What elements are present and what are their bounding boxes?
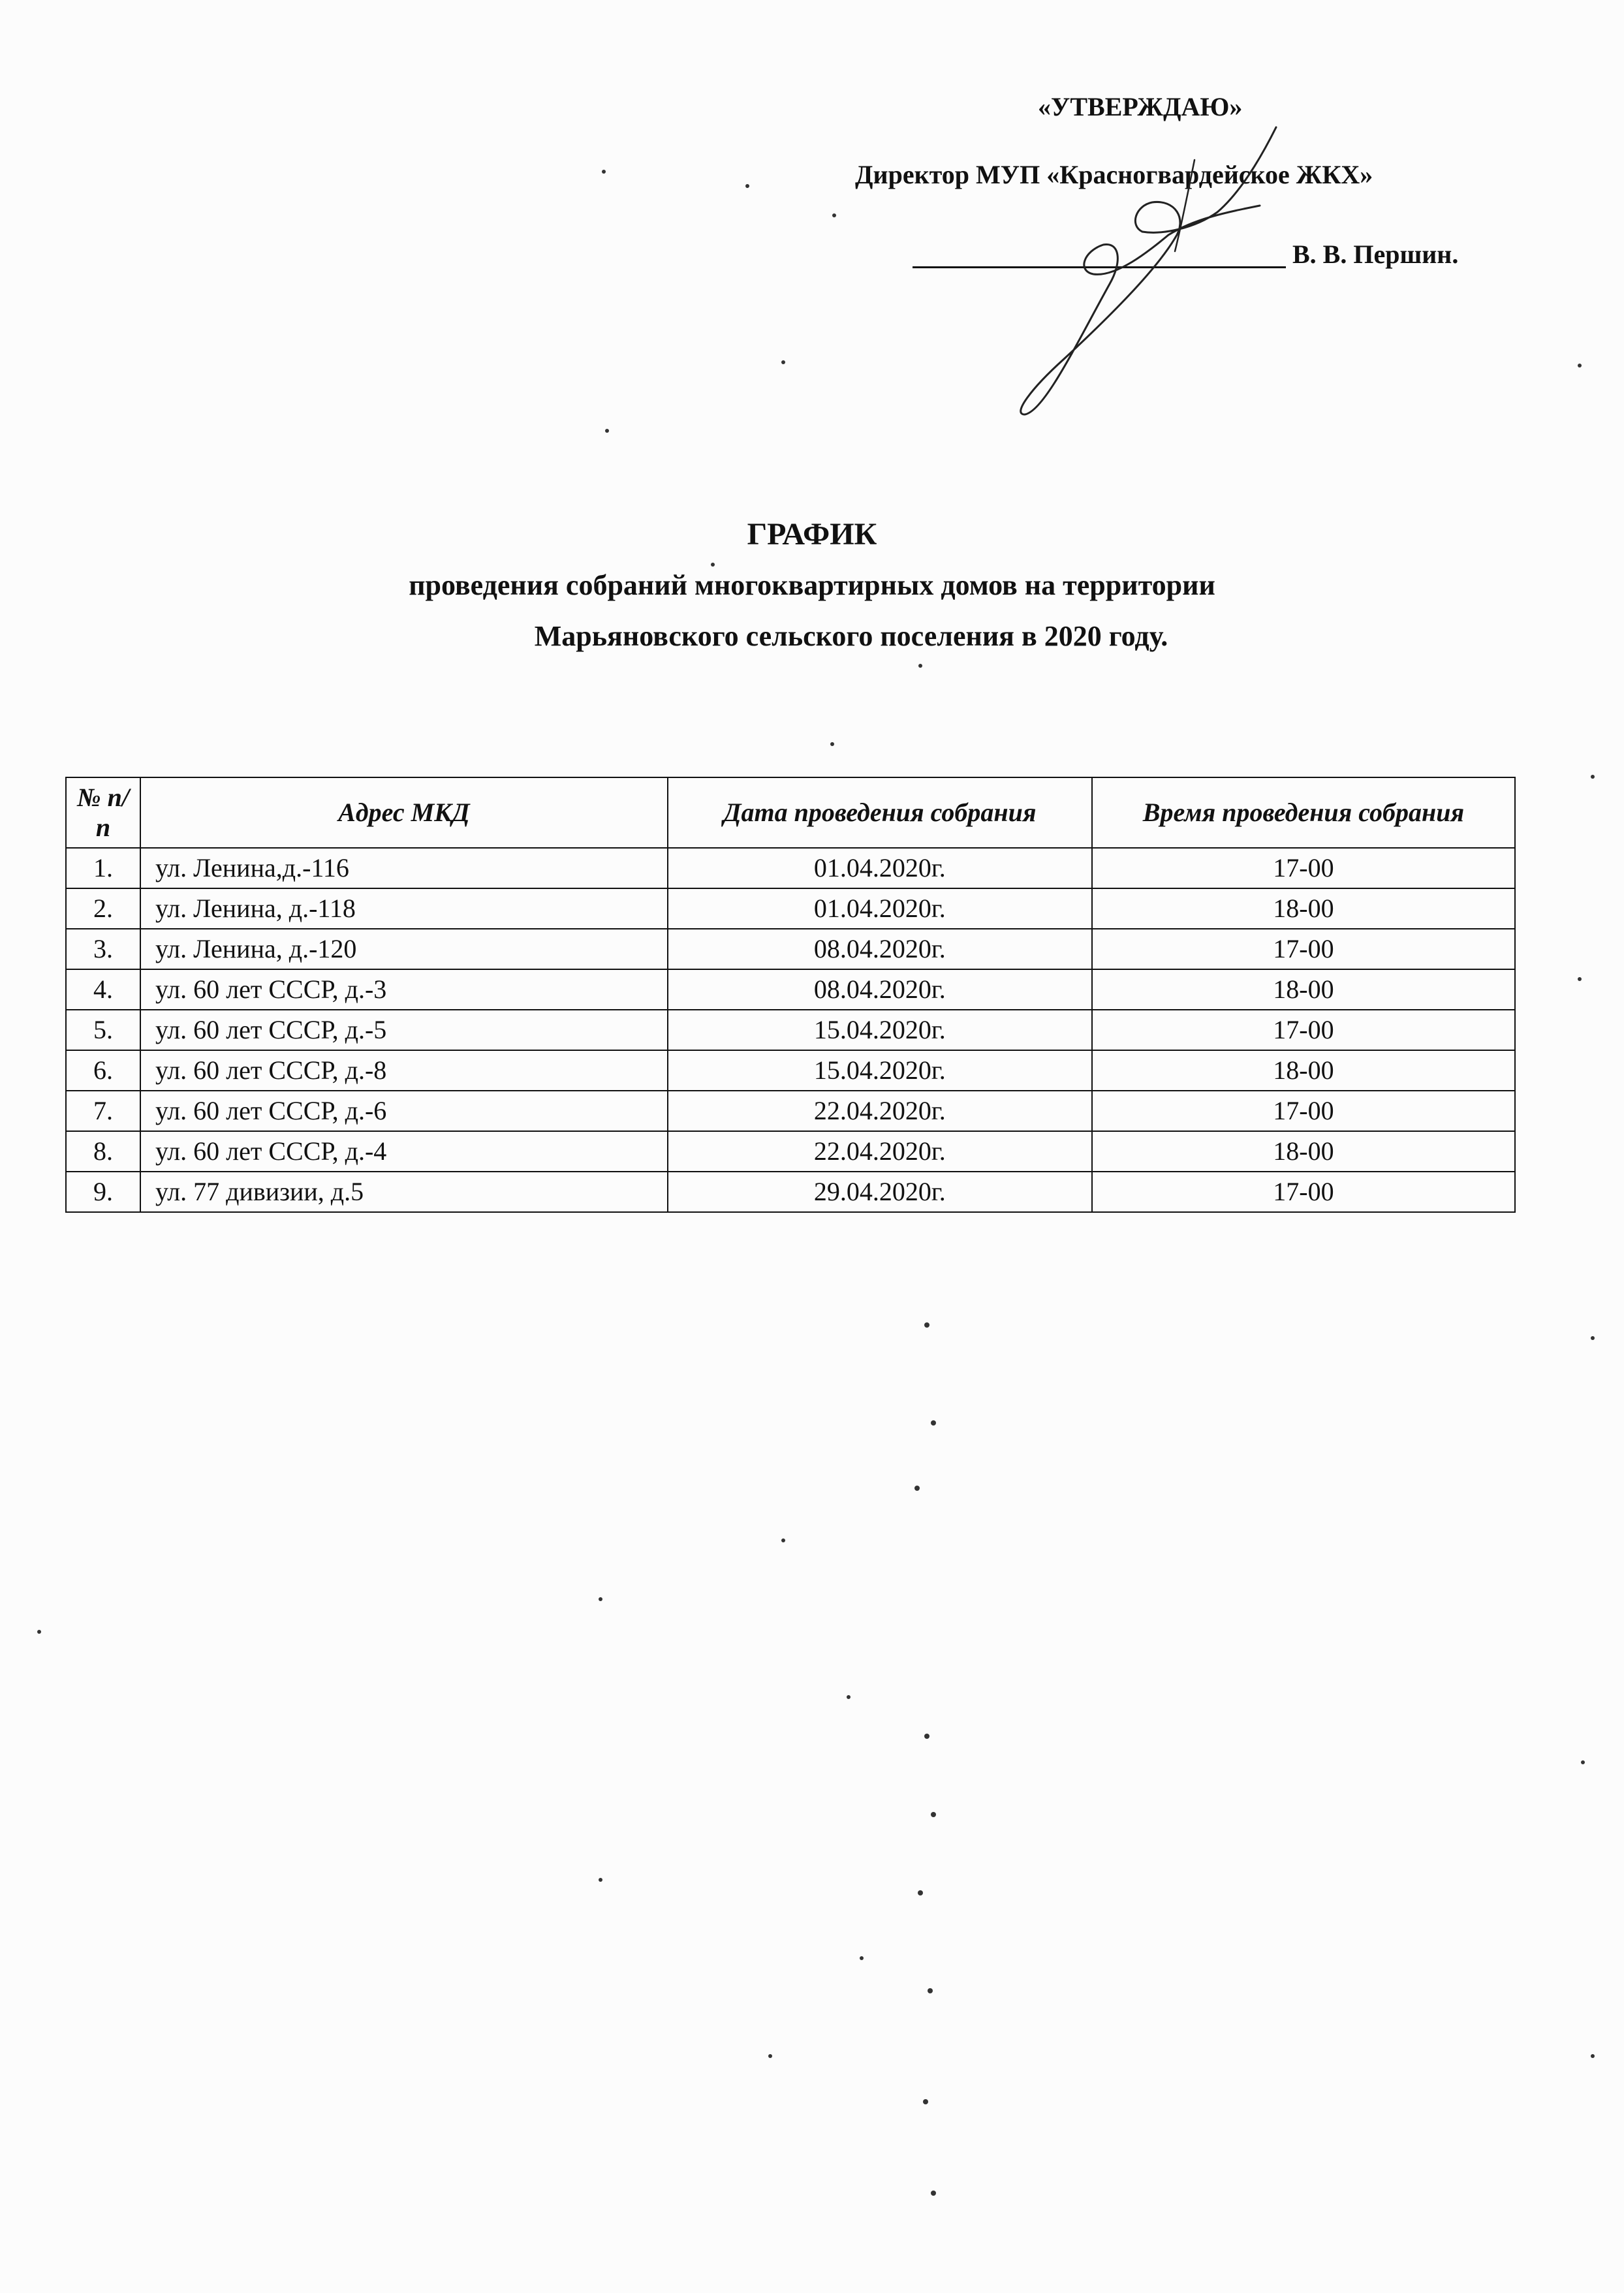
approval-heading: «УТВЕРЖДАЮ» (1038, 92, 1243, 121)
approver-name: В. В. Першин. (1292, 240, 1459, 269)
header-date: Дата проведения собрания (668, 777, 1092, 848)
cell-num: 4. (66, 969, 140, 1010)
table-header-row (66, 777, 1515, 848)
cell-date: 22.04.2020г. (668, 1131, 1092, 1172)
cell-address: ул. 60 лет СССР, д.-4 (140, 1131, 668, 1172)
table-row (66, 969, 1515, 1010)
cell-num: 7. (66, 1091, 140, 1131)
table-row (66, 1050, 1515, 1091)
cell-time: 17-00 (1092, 929, 1515, 969)
cell-address: ул. Ленина, д.-118 (140, 888, 668, 929)
cell-time: 17-00 (1092, 1172, 1515, 1212)
handwritten-signature (979, 121, 1292, 428)
title-line-2: Марьяновского сельского поселения в 2020 году. (534, 620, 1168, 652)
cell-address: ул. Ленина,д.-116 (140, 848, 668, 888)
cell-num: 6. (66, 1050, 140, 1091)
header-time: Время проведения собрания (1092, 777, 1515, 848)
cell-date: 08.04.2020г. (668, 969, 1092, 1010)
cell-time: 18-00 (1092, 1050, 1515, 1091)
cell-time: 18-00 (1092, 1131, 1515, 1172)
cell-num: 1. (66, 848, 140, 888)
document-title (0, 509, 1624, 662)
cell-num: 5. (66, 1010, 140, 1050)
schedule-table (65, 777, 1516, 1213)
table-row (66, 929, 1515, 969)
table-row (66, 1131, 1515, 1172)
cell-num: 2. (66, 888, 140, 929)
table-row (66, 888, 1515, 929)
cell-address: ул. 60 лет СССР, д.-6 (140, 1091, 668, 1131)
cell-time: 17-00 (1092, 848, 1515, 888)
cell-address: ул. Ленина, д.-120 (140, 929, 668, 969)
cell-date: 08.04.2020г. (668, 929, 1092, 969)
cell-num: 9. (66, 1172, 140, 1212)
cell-address: ул. 77 дивизии, д.5 (140, 1172, 668, 1212)
title-main: ГРАФИК (747, 517, 877, 552)
table-row (66, 1010, 1515, 1050)
table-row (66, 848, 1515, 888)
cell-date: 29.04.2020г. (668, 1172, 1092, 1212)
cell-time: 18-00 (1092, 969, 1515, 1010)
table-row (66, 1091, 1515, 1131)
cell-date: 15.04.2020г. (668, 1050, 1092, 1091)
cell-time: 17-00 (1092, 1091, 1515, 1131)
cell-date: 01.04.2020г. (668, 888, 1092, 929)
cell-address: ул. 60 лет СССР, д.-8 (140, 1050, 668, 1091)
cell-num: 3. (66, 929, 140, 969)
cell-address: ул. 60 лет СССР, д.-5 (140, 1010, 668, 1050)
cell-date: 01.04.2020г. (668, 848, 1092, 888)
cell-num: 8. (66, 1131, 140, 1172)
header-address: Адрес МКД (140, 777, 668, 848)
approver-position: Директор МУП «Красногвардейское ЖКХ» (855, 160, 1373, 189)
cell-time: 18-00 (1092, 888, 1515, 929)
cell-date: 15.04.2020г. (668, 1010, 1092, 1050)
cell-time: 17-00 (1092, 1010, 1515, 1050)
header-num: № п/п (66, 777, 140, 848)
title-line-1: проведения собраний многоквартирных домов на территории (409, 569, 1215, 601)
table-row (66, 1172, 1515, 1212)
cell-date: 22.04.2020г. (668, 1091, 1092, 1131)
cell-address: ул. 60 лет СССР, д.-3 (140, 969, 668, 1010)
